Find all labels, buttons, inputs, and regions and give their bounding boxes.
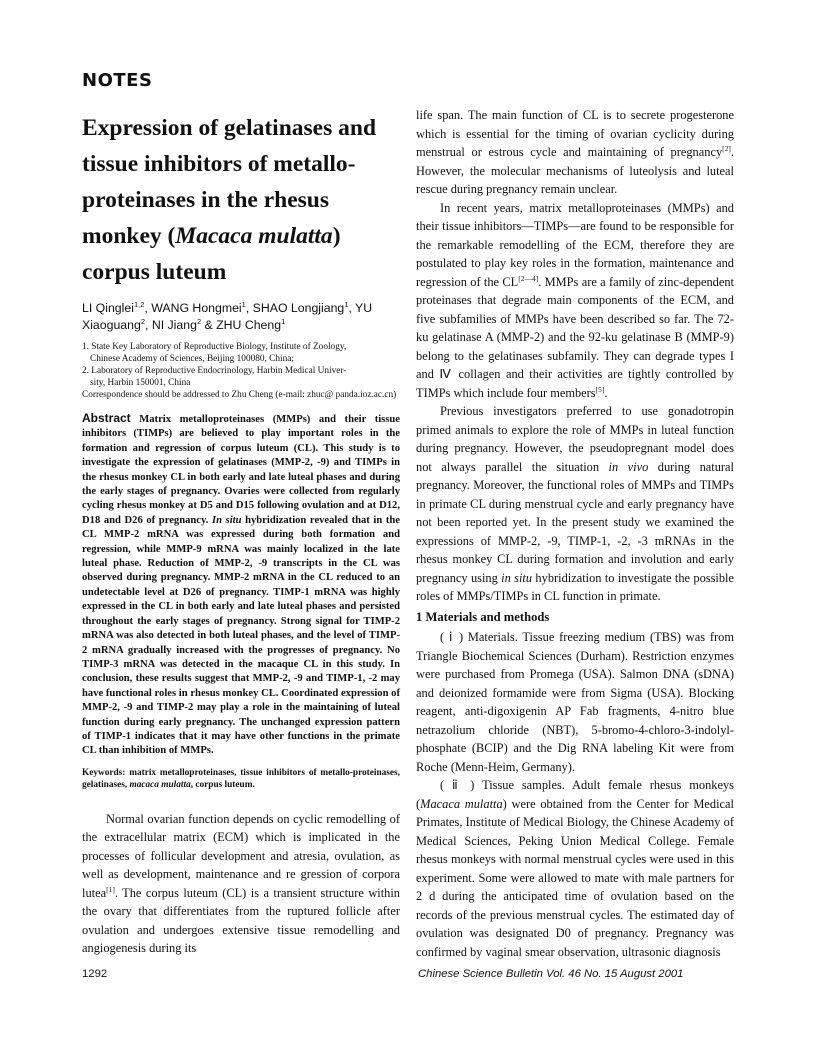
para-text: . [604,385,608,400]
paragraph-2 [416,199,734,403]
section-heading: 1 Materials and methods [416,609,550,624]
para-text: . However, the molecular mechanisms of luteolysis and luteal rescue during pregnancy remain unclear. [416,145,734,196]
paragraph-3 [416,402,734,606]
left-column [82,110,400,958]
para-text: . MMPs are a family of zinc-dependent proteinases that degrade main components of the ECM, and five subfamilies of MMPs have been described so far. The 72-ku gelatinase A (MMP-2) and the 92-ku gelatinase B (MMP-9) belong to the gelatinases subfamily. They can degrade types I and Ⅳ collagen and their activities are tightly controlled by TIMPs which include four members [416,274,734,400]
keywords [82,767,400,792]
journal-text: Chinese Science Bulletin Vol. 46 No. 15 August 2001 [418,968,684,980]
materials-paragraph [416,628,734,776]
article-title [82,110,400,290]
para-italic: in situ [501,570,533,585]
keywords-italic: macaca mulatta [129,780,191,791]
para-text: Previous investigators preferred to use gonadotropin primed animals to explore the role of MMPs in luteal function during pregnancy. However, the pseudopregnant model does not always parallel the situation [416,404,734,474]
author-sup: 2 [140,316,145,326]
page-number: 1292 [82,968,108,980]
samples-paragraph [416,776,734,961]
abstract-text: Matrix metalloproteinases (MMPs) and their tissue inhibitors (TIMPs) are believed to play important roles in the formation and regression of corpus luteum (CL). This study is to investigate the expression of gelatinases (MMP-2, -9) and TIMPs in the rhesus monkey CL in both early and late luteal phases and during the early stages of pregnancy. Ovaries were collected from regularly cycling rhesus monkey at D5 and D15 following ovulation and at D12, D18 and D26 of pregnancy. [82,414,400,526]
intro-paragraph [82,810,400,958]
author: , NI Jiang [144,318,197,332]
author-sup: 1 [281,316,286,326]
para-italic: in vivo [608,459,649,474]
intro-text-cont: . The corpus luteum (CL) is a transient structure within the ovary that differentiates from the ruptured follicle after ovulation and undergoes extensive tissue remodelling and angiogenesis during its [82,885,400,956]
para-text: ) were obtained from the Center for Medical Primates, Institute of Medical Biology, the Chinese Academy of Medical Sciences, Peking Union Medical College. Female rhesus monkeys with normal menstrual cycles were used in this experiment. Some were allowed to mate with male partners for 2 d during the anticipated time of ovulation based on the records of the previous menstrual cycles. The estimated day of ovulation was designated D0 of pregnancy. Pregnancy was confirmed by vaginal smear observation, ultrasonic diagnosis [416,796,734,959]
paragraph-1 [416,106,734,199]
para-text: during natural pregnancy. Moreover, the functional roles of MMPs and TIMPs in primate CL during menstrual cycle and early pregnancy have not been reported yet. In the present study we examined the expressions of MMP-2, -9, TIMP-1, -2, -3 mRNAs in the rhesus monkey CL during formation and involution and early pregnancy using [416,459,734,585]
affiliations [82,341,400,401]
para-text: In recent years, matrix metalloproteinases (MMPs) and their tissue inhibitors—TIMPs—are found to be responsible for the remarkable remodelling of the ECM, therefore they are postulated to play key roles in the formation, maintenance and regression of the CL [416,200,734,289]
citation: [2] [722,143,731,153]
author-sup: 2 [196,316,202,326]
title-text-end: ) corpus luteum [82,223,341,285]
keywords-text: Keywords: matrix metalloproteinases, tissue inhibitors of metallo-proteinases, gelatinases, [82,767,400,791]
abstract-italic: In situ [211,514,242,526]
intro-text: Normal ovarian function depends on cyclic remodelling of the extracellular matrix (ECM) which is implicated in the processes of follicular development and atresia, ovulation, as well as development, maintenance and re gression of corpora lutea [82,811,400,900]
authors [82,300,400,334]
affiliation-2-cont: sity, Harbin 150001, China [90,378,191,388]
para-text: hybridization to investigate the possible roles of MMPs/TIMPs in CL function in primate. [416,570,734,603]
title-species: Macaca mulatta [175,223,333,249]
citation: [5] [595,384,605,394]
para-text: life span. The main function of CL is to secrete progesterone which is essential for the timing of ovarian cyclicity during menstrual or estrous cycle and maintaining of pregnancy [416,108,734,159]
correspondence: Correspondence should be addressed to Zhu Cheng (e-mail: zhuc@ panda.ioz.ac.cn) [82,390,397,400]
author-sup: 1 [344,299,349,309]
para-text: ( ⅱ ) Tissue samples. Adult female rhesus monkeys ( [416,778,734,811]
para-text: ( ⅰ ) Materials. Tissue freezing medium (TBS) was from Triangle Biochemical Sciences (Durham). Restriction enzymes were purchased from Promega (USA). Salmon DNA (sDNA) and deionized formamide were from Sigma (USA). Blocking reagent, anti-digoxigenin AP Fab fragments, 4-nitro blue netrazolium chloride (NBT), 5-bromo-4-chloro-3-indolyl-phosphate (BCIP) and the Dig RNA labeling Kit were from Roche (Menn-Heim, Germany). [416,630,734,774]
author: , SHAO Longjiang [245,301,345,315]
author: & ZHU Cheng [201,318,282,332]
affiliation-2: 2. Laboratory of Reproductive Endocrinology, Harbin Medical Univer- [82,366,347,376]
abstract [82,411,400,759]
affiliation-1: 1. State Key Laboratory of Reproductive Biology, Institute of Zoology, [82,342,347,352]
abstract-text-cont: hybridization revealed that in the CL MMP-2 mRNA was expressed during both formation and regression, while MMP-9 mRNA was mainly localized in the late luteal phase. Reduction of MMP-2, -9 transcripts in the CL was observed during pregnancy. MMP-2 mRNA in the CL reduced to an undetectable level at D26 of pregnancy. TIMP-1 mRNA was highly expressed in the CL in both early and late luteal phases and persisted throughout the early stages of pregnancy. Strong signal for TIMP-2 mRNA was also detected in both luteal phases, and the level of TIMP-2 mRNA gradually increased with the progresses of pregnancy. No TIMP-3 mRNA was detected in the macaque CL in this study. In conclusion, these results suggest that MMP-2, -9 and TIMP-1, -2 may have functional roles in rhesus monkey CL. Coordinated expression of MMP-2, -9 and TIMP-2 may play a role in the maintaining of luteal function during early pregnancy. The unchanged expression pattern of TIMP-1 indicates that it may have other functions in the primate CL than inhibition of MMPs. [82,514,400,757]
para-italic: Macaca mulatta [420,796,503,811]
citation: [1] [106,884,115,894]
journal-info [418,968,683,980]
abstract-label: Abstract [82,411,131,425]
citation: [2—4] [518,273,539,283]
author: , WANG Hongmei [144,301,242,315]
author-sup: 1 [241,299,246,309]
title-text: Expression of gelatinases and tissue inhibitors of metallo-proteinases in the rhesus monkey ( [82,115,377,249]
author: LI Qinglei [82,301,134,315]
right-column [416,106,734,961]
author: , YU Xiaoguang [82,301,373,332]
affiliation-1-cont: Chinese Academy of Sciences, Beijing 100080, China; [90,354,294,364]
section-label: NOTES [82,70,153,91]
author-sup: 1,2 [133,299,145,309]
keywords-text-end: , corpus luteum. [190,780,255,791]
